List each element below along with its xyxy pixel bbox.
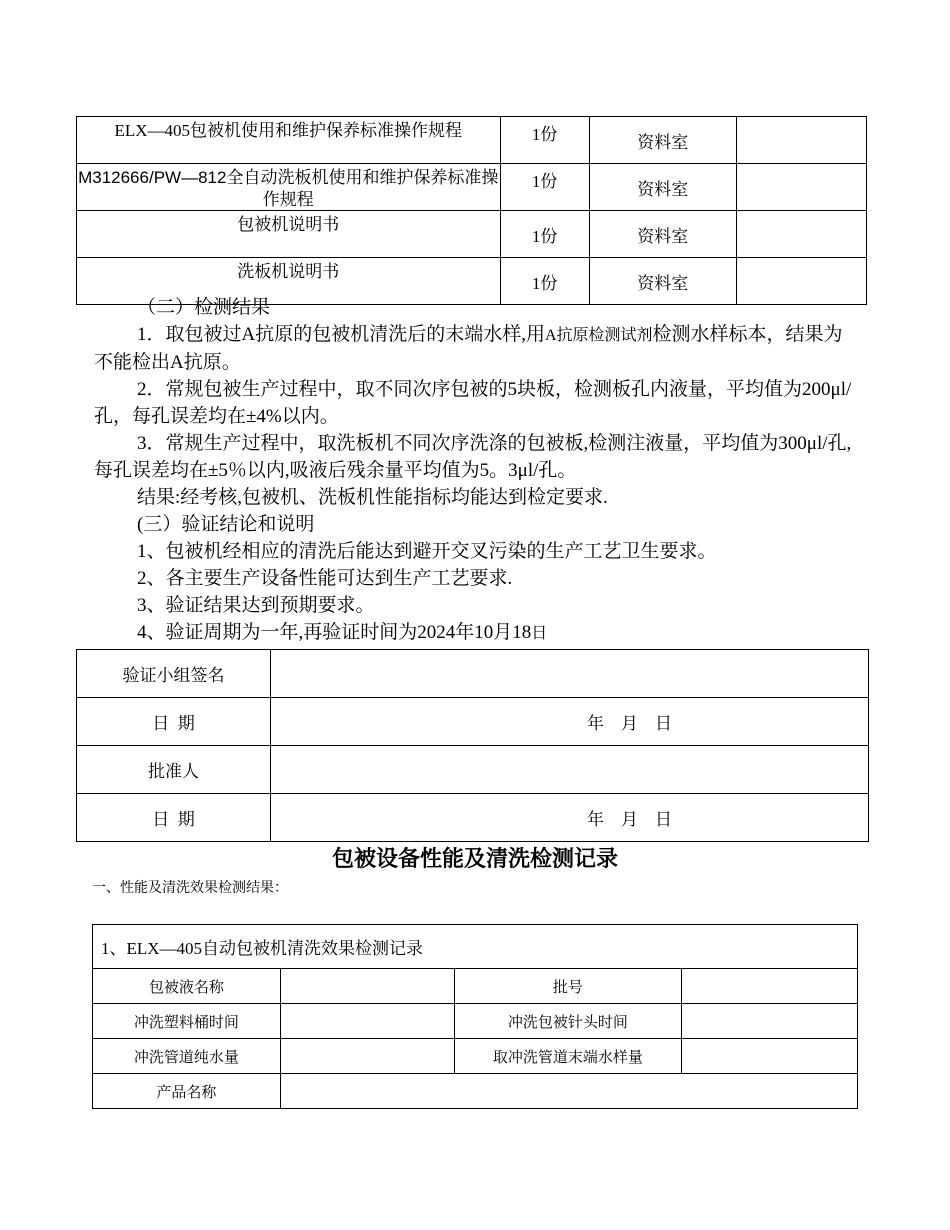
document-name: 洗板机说明书	[77, 258, 501, 305]
needle-time-field[interactable]	[682, 1004, 858, 1039]
document-quantity: 1份	[500, 211, 589, 258]
result-item-2: 2．常规包被生产过程中，取不同次序包被的5块板，检测板孔内液量，平均值为200μl/孔，每孔误差均在±4%以内。	[94, 379, 852, 427]
body-text	[94, 294, 859, 647]
group-sign-field[interactable]	[271, 650, 869, 698]
end-sample-label: 取冲洗管道末端水样量	[454, 1039, 682, 1074]
table-row	[93, 969, 858, 1004]
table-row	[77, 117, 867, 164]
needle-time-label: 冲洗包被针头时间	[454, 1004, 682, 1039]
coating-name-label: 包被液名称	[93, 969, 281, 1004]
table-row	[77, 164, 867, 211]
results-conclusion: 结果:经考核,包被机、洗板机性能指标均能达到检定要求.	[137, 487, 608, 508]
product-name-label: 产品名称	[93, 1074, 281, 1109]
date-label: 日 期	[77, 794, 271, 842]
batch-no-field[interactable]	[682, 969, 858, 1004]
date-field[interactable]: 年 月 日	[271, 794, 869, 842]
document-quantity: 1份	[500, 164, 589, 211]
verification-item-2: 2、各主要生产设备性能可达到生产工艺要求.	[137, 568, 513, 589]
verification-heading: (三）验证结论和说明	[137, 514, 315, 535]
table-row	[77, 650, 869, 698]
date-field[interactable]: 年 月 日	[271, 698, 869, 746]
end-sample-field[interactable]	[682, 1039, 858, 1074]
cleaning-record-table	[92, 924, 858, 1109]
result-item-1: 1．取包被过A抗原的包被机清洗后的末端水样,用A抗原检测试剂检测水样标本，结果为不能检出A抗原。	[94, 324, 843, 373]
document-location: 资料室	[589, 117, 736, 164]
verification-item-4: 4、验证周期为一年,再验证时间为2024年10月18日	[137, 622, 548, 643]
bucket-time-field[interactable]	[280, 1004, 454, 1039]
document-name: 包被机说明书	[77, 211, 501, 258]
table-row	[77, 794, 869, 842]
table-row	[77, 211, 867, 258]
document-location: 资料室	[589, 211, 736, 258]
document-name	[77, 164, 501, 211]
bucket-time-label: 冲洗塑料桶时间	[93, 1004, 281, 1039]
empty-cell	[736, 211, 866, 258]
record-table-title: 1、ELX—405自动包被机清洗效果检测记录	[93, 925, 858, 969]
coating-name-field[interactable]	[280, 969, 454, 1004]
table-row	[93, 925, 858, 969]
signature-table	[76, 649, 869, 842]
document-list-table	[76, 116, 867, 305]
record-title: 包被设备性能及清洗检测记录	[331, 847, 618, 872]
table-row	[77, 698, 869, 746]
document-location: 资料室	[589, 164, 736, 211]
empty-cell	[736, 117, 866, 164]
date-label: 日 期	[77, 698, 271, 746]
document-location: 资料室	[589, 258, 736, 305]
group-sign-label: 验证小组签名	[77, 650, 271, 698]
verification-item-1: 1、包被机经相应的清洗后能达到避开交叉污染的生产工艺卫生要求。	[137, 541, 717, 562]
result-item-3: 3．常规生产过程中，取洗板机不同次序洗涤的包被板,检测注液量，平均值为300μl/孔,每孔误差均在±5％以内,吸液后残余量平均值为5。3μl/孔。	[94, 433, 852, 481]
pipe-water-label: 冲洗管道纯水量	[93, 1039, 281, 1074]
approver-label: 批准人	[77, 746, 271, 794]
table-row	[93, 1074, 858, 1109]
document-quantity: 1份	[500, 117, 589, 164]
table-row	[77, 746, 869, 794]
document-name-text: M312666/PW—812全自动洗板机使用和维护保养标准操作规程	[78, 168, 499, 207]
document-quantity: 1份	[500, 258, 589, 305]
section-label: 一、性能及清洗效果检测结果：	[92, 881, 288, 896]
approver-field[interactable]	[271, 746, 869, 794]
results-heading: （二）检测结果	[137, 297, 271, 318]
table-row	[93, 1039, 858, 1074]
batch-no-label: 批号	[454, 969, 682, 1004]
verification-item-3: 3、验证结果达到预期要求。	[137, 595, 375, 616]
document-name: ELX—405包被机使用和维护保养标准操作规程	[77, 117, 501, 164]
table-row	[93, 1004, 858, 1039]
pipe-water-field[interactable]	[280, 1039, 454, 1074]
empty-cell	[736, 164, 866, 211]
product-name-field[interactable]	[280, 1074, 857, 1109]
